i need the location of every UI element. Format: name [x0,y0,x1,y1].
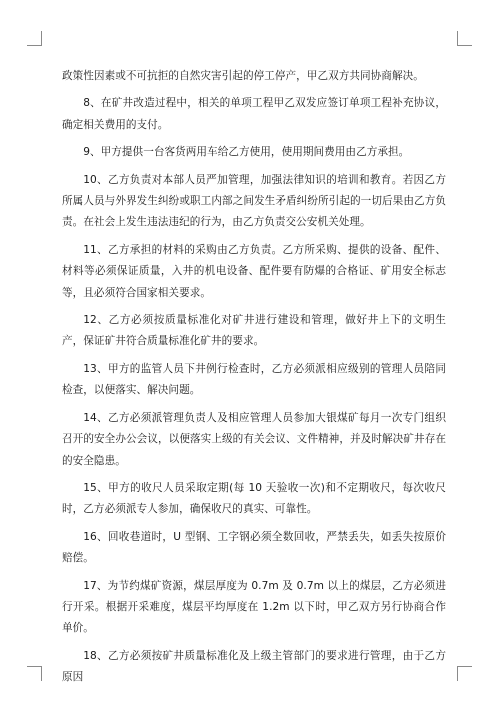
clause-14: 14、乙方必须派管理负责人及相应管理人员参加大银煤矿每月一次专门组织召开的安全办公会议，以便落实上级的有关会议、文件精神，并及时解决矿井存在的安全隐患。 [62,411,446,467]
clause-10: 10、乙方负责对本部人员严加管理，加强法律知识的培训和教育。若因乙方所属人员与外界发生纠纷或职工内部之间发生矛盾纠纷所引起的一切后果由乙方负责。在社会上发生违法违纪的行为，由乙方负责交公安机关处理。 [62,173,446,229]
clause-15: 15、甲方的收尺人员采取定期(每 10 天验收一次)和不定期收尺，每次收尺时，乙方必须派专人参加，确保收尺的真实、可靠性。 [62,481,446,516]
clause-13: 13、甲方的监管人员下井例行检查时，乙方必须派相应级别的管理人员陪同检查，以便落实、解决问题。 [62,362,446,397]
document-body [62,66,446,695]
crop-mark-top-left [27,31,42,46]
clause-16: 16、回收巷道时，U 型钢、工字钢必须全数回收，严禁丢失，如丢失按原价赔偿。 [62,530,446,565]
clause-12: 12、乙方必须按质量标准化对矿井进行建设和管理，做好井上下的文明生产，保证矿井符合质量标准化矿井的要求。 [62,314,446,348]
crop-mark-bottom-left [27,666,42,681]
clause-9: 9、甲方提供一台客货两用车给乙方使用，使用期间费用由乙方承担。 [83,146,410,159]
crop-mark-bottom-right [457,666,472,681]
crop-mark-top-right [457,31,472,46]
clause-18: 18、乙方必须按矿井质量标准化及上级主管部门的要求进行管理，由于乙方原因 [62,649,446,684]
clause-17: 17、为节约煤矿资源，煤层厚度为 0.7m 及 0.7m 以上的煤层，乙方必须进行开采。根据开采难度，煤层平均厚度在 1.2m 以下时，甲乙双方另行协商合作单价。 [62,579,446,635]
clause-11: 11、乙方承担的材料的采购由乙方负责。乙方所采购、提供的设备、配件、材料等必须保证质量，入井的机电设备、配件要有防爆的合格证、矿用安全标志等，且必须符合国家相关要求。 [62,243,446,299]
clause-8: 8、在矿井改造过程中，相关的单项工程甲乙双发应签订单项工程补充协议，确定相关费用的支付。 [62,97,446,131]
paragraph-continuation: 政策性因素或不可抗拒的自然灾害引起的停工停产，甲乙双方共同协商解决。 [62,70,424,82]
